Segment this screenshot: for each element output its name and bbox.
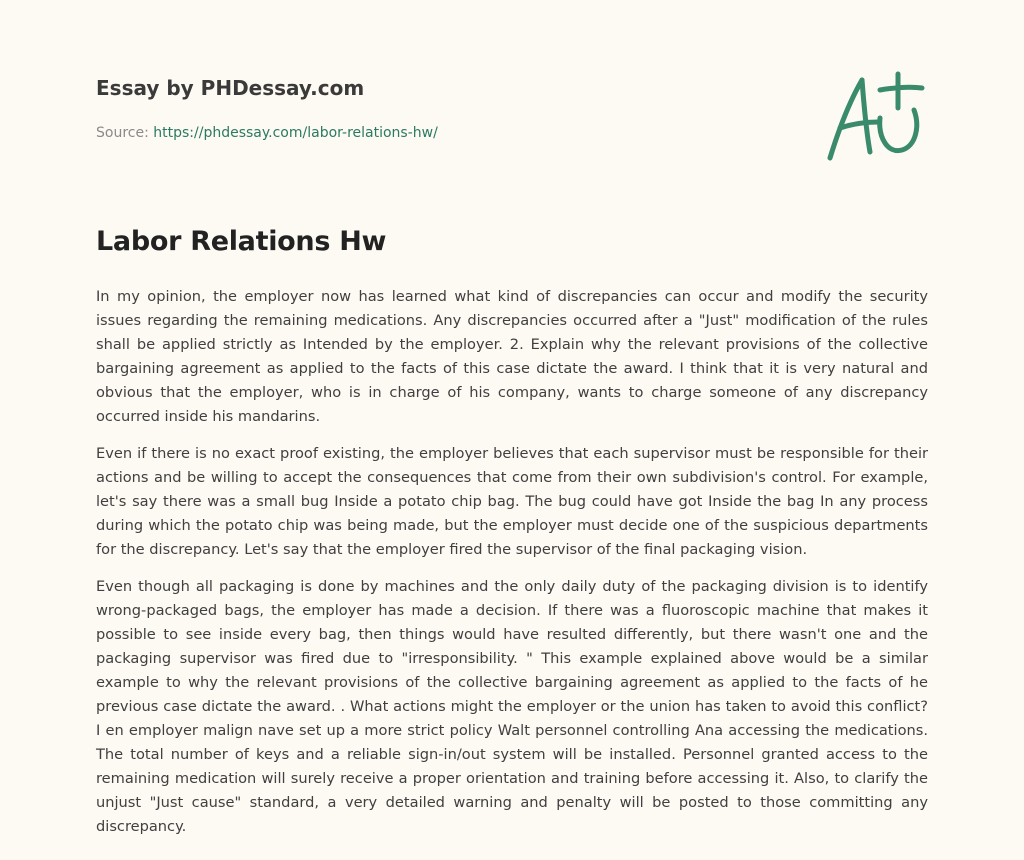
source-label: Source: [96,125,149,141]
smile-curve [880,110,917,151]
a-plus-grade-icon [822,66,932,166]
plus-horizontal [880,87,922,90]
a-letter-right-stroke [862,80,870,152]
essay-paragraph: Even if there is no exact proof existing, the employer believes that each supervisor must be responsible for their actions and be willing to accept the consequences that come from their own subdivision's control. For example, let's say there was a small bug Inside a potato chip bag. The bug could have got Inside the bag In any process during which the potato chip was being made, but the employer must decide one of the suspicious departments for the discrepancy. Let's say that the employer fired the supervisor of the final packaging vision. [96,445,928,558]
essay-paragraph: In my opinion, the employer now has learned what kind of discrepancies can occur and modify the security issues regarding the remaining medications. Any discrepancies occurred after a "Just" modification of the rules shall be applied strictly as Intended by the employer. 2. Explain why the relevant provisions of the collective bargaining agreement as applied to the facts of this case dictate the award. I think that it is very natural and obvious that the employer, who is in charge of his company, wants to charge someone of any discrepancy occurred inside his mandarins. [96,288,928,425]
a-letter-crossbar [840,122,878,128]
essay-body [96,285,928,852]
source-link[interactable]: https://phdessay.com/labor-relations-hw/ [153,125,438,141]
site-title: Essay by PHDessay.com [96,76,365,100]
essay-paragraph: Even though all packaging is done by machines and the only daily duty of the packaging division is to identify wrong-packaged bags, the employer has made a decision. If there was a fluoroscopic machine that makes it possible to see inside every bag, then things would have resulted differently, but there wasn't one and the packaging supervisor was fired due to "irresponsibility. " This example explained above would be a similar example to why the relevant provisions of the collective bargaining agreement as applied to the facts of he previous case dictate the award. . What actions might the employer or the union has taken to avoid this conflict? I en employer malign nave set up a more strict policy Walt personnel controlling Ana accessing the medications. The total number of keys and a reliable sign-in/out system will be installed. Personnel granted access to the remaining medication will surely receive a proper orientation and training before accessing it. Also, to clarify the unjust "Just cause" standard, a very detailed warning and penalty will be posted to those committing any discrepancy. [96,578,928,835]
a-letter-left-stroke [830,80,862,158]
essay-title: Labor Relations Hw [96,226,387,257]
source-line [96,125,438,141]
